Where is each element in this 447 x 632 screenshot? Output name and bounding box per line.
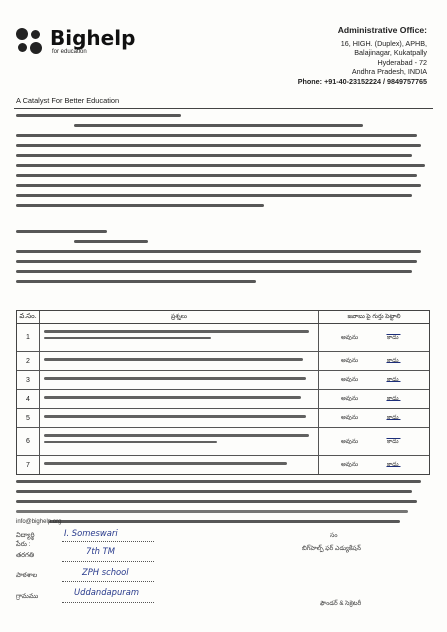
field-class <box>16 552 46 561</box>
row-answer <box>319 428 429 455</box>
header-number: వ.సం. <box>17 311 40 323</box>
answer-no[interactable]: కాదు <box>387 334 399 341</box>
row-answer <box>319 409 429 427</box>
row-question <box>40 324 319 351</box>
answer-yes[interactable]: అవును <box>341 462 359 468</box>
answer-no[interactable]: కాదు <box>387 377 399 383</box>
row-number: 6 <box>17 428 40 455</box>
answer-yes[interactable]: అవును <box>341 334 359 341</box>
brand-name: Bighelp <box>50 26 136 50</box>
answer-yes[interactable]: అవును <box>341 358 359 364</box>
signature-mark: సం <box>330 532 338 539</box>
answer-no[interactable]: కాదు <box>387 396 399 402</box>
contact-email: info@bighelp.org <box>16 519 62 525</box>
tick-mark-icon <box>386 432 406 439</box>
row-question <box>40 352 319 370</box>
student-name-value: I. Someswari <box>64 528 118 538</box>
field-school <box>16 572 46 581</box>
letter-paragraph-3 <box>16 480 429 530</box>
row-answer <box>319 390 429 408</box>
row-answer <box>319 352 429 370</box>
letter-paragraph-1 <box>16 114 429 214</box>
table-header <box>17 311 429 324</box>
table-row <box>17 371 429 390</box>
row-answer <box>319 324 429 351</box>
founder-label: ఫౌండర్ & సెక్రెటరీ <box>320 600 362 607</box>
row-number: 2 <box>17 352 40 370</box>
name-label: విద్యార్థి పేరు : <box>16 532 35 548</box>
class-value: 7th TM <box>86 546 115 556</box>
header-answer: జవాబు పై గుర్తు పెట్టాలి <box>347 314 401 320</box>
row-question <box>40 456 319 474</box>
brand-tagline: A Catalyst For Better Education <box>16 96 120 105</box>
row-number: 1 <box>17 324 40 351</box>
row-number: 7 <box>17 456 40 474</box>
logo-icon <box>16 28 44 56</box>
header-questions: ప్రశ్నలు <box>40 311 319 323</box>
table-row <box>17 352 429 371</box>
office-line: Andhra Pradesh, INDIA <box>351 67 427 77</box>
answer-yes[interactable]: అవును <box>341 377 359 383</box>
answer-yes[interactable]: అవును <box>341 415 359 421</box>
row-question <box>40 409 319 427</box>
office-line: 16, HIGH. (Duplex), APHB, <box>340 38 427 48</box>
row-question <box>40 390 319 408</box>
table-row <box>17 456 429 474</box>
row-answer <box>319 456 429 474</box>
class-label: తరగతి <box>16 552 35 559</box>
row-question <box>40 371 319 389</box>
field-village <box>16 593 46 602</box>
org-sign-label: బిగ్‌హెల్ప్ ఫర్ ఎడ్యుకేషన్ <box>302 545 361 552</box>
brand-sub: for education <box>52 49 87 55</box>
table-row <box>17 390 429 409</box>
school-value: ZPH school <box>82 567 129 577</box>
tick-mark-icon <box>386 328 406 335</box>
school-label: పాఠశాల <box>16 572 38 579</box>
answer-no[interactable]: కాదు <box>387 358 399 364</box>
table-row <box>17 409 429 428</box>
office-line: Hyderabad - 72 <box>377 57 427 67</box>
row-answer <box>319 371 429 389</box>
row-question <box>40 428 319 455</box>
answer-no[interactable]: కాదు <box>387 438 399 445</box>
field-student-name <box>16 532 46 550</box>
village-label: గ్రామము <box>16 593 39 600</box>
office-line: Balajinagar, Kukatpally <box>354 48 427 58</box>
letter-paragraph-2 <box>16 230 429 290</box>
answer-no[interactable]: కాదు <box>387 462 399 468</box>
row-number: 5 <box>17 409 40 427</box>
village-value: Uddandapuram <box>74 587 140 597</box>
answer-no[interactable]: కాదు <box>387 415 399 421</box>
office-title: Administrative Office: <box>337 25 427 35</box>
row-number: 4 <box>17 390 40 408</box>
office-phone: Phone: +91-40-23152224 / 9849757765 <box>297 76 427 86</box>
answer-yes[interactable]: అవును <box>341 438 359 445</box>
table-row <box>17 324 429 352</box>
office-address <box>227 26 427 87</box>
table-row <box>17 428 429 456</box>
questions-table <box>16 310 430 475</box>
brand-logo <box>16 28 135 56</box>
answer-yes[interactable]: అవును <box>341 396 359 402</box>
row-number: 3 <box>17 371 40 389</box>
header-divider <box>14 108 433 109</box>
